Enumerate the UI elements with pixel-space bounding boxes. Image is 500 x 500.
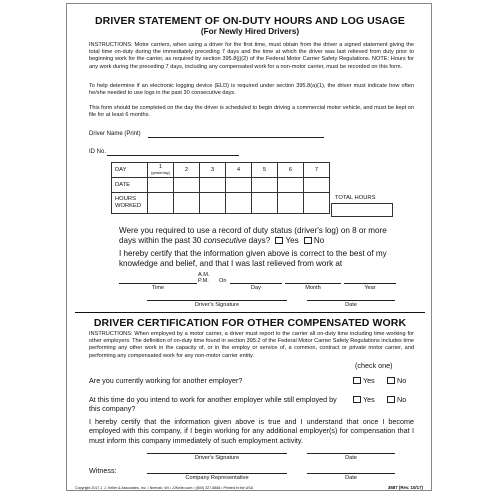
section2-certify: I hereby certify that the information given above is true and I understand that once I become employed with this company, if I begin working for any additional employer(s) for compensation that I must inform this company immediately of such employment activity. — [89, 417, 414, 445]
question-current-employer: Are you currently working for another employer? — [89, 376, 243, 385]
yesterday-label: (yesterday) — [151, 171, 170, 175]
date-cell[interactable] — [226, 178, 252, 193]
form-number: 3687 (Rev. 10/17) — [387, 485, 423, 490]
month-field[interactable] — [285, 283, 341, 284]
driver-signature2-field[interactable] — [147, 453, 287, 454]
day-cell-4: 4 — [226, 163, 252, 178]
driver-name-label: Driver Name (Print) — [89, 131, 141, 137]
q2-no: No — [387, 395, 406, 404]
q2-yes-checkbox[interactable] — [353, 396, 361, 403]
hours-table — [111, 162, 330, 214]
form-sheet — [66, 3, 432, 491]
time-caption: Time — [151, 285, 165, 291]
q1-no-checkbox[interactable] — [387, 377, 395, 384]
company-rep-field[interactable] — [147, 473, 287, 474]
q2-no-checkbox[interactable] — [387, 396, 395, 403]
id-label: ID No. — [89, 149, 107, 155]
year-caption: Year — [364, 285, 376, 291]
driver-signature-field[interactable] — [147, 300, 287, 301]
date3-field[interactable] — [307, 473, 395, 474]
day-cell-3: 3 — [200, 163, 226, 178]
signature-date-caption: Date — [345, 302, 357, 308]
date2-caption: Date — [345, 455, 357, 461]
date-cell[interactable] — [174, 178, 200, 193]
id-field[interactable] — [107, 155, 239, 156]
signature-date-field[interactable] — [307, 300, 395, 301]
hours-cell[interactable] — [200, 193, 226, 214]
log-yes-label: Yes — [285, 236, 299, 245]
driver-signature-caption: Driver's Signature — [194, 302, 240, 308]
company-rep-caption: Company Representative — [185, 475, 249, 481]
form-title: DRIVER STATEMENT OF ON-DUTY HOURS AND LOG USAGE — [95, 15, 405, 27]
question-intend-employer: At this time do you intend to work for another employer while still employed by this company? — [89, 395, 337, 414]
q1-no: No — [387, 376, 406, 385]
section-divider — [75, 312, 425, 313]
hours-cell[interactable] — [278, 193, 304, 214]
footer-copyright: Copyright 2017 J. J. Keller & Associates, Inc. • Neenah, WI • JJKeller.com • (800) 327-6868 • Printed in the USA — [75, 486, 254, 490]
hours-cell[interactable] — [252, 193, 278, 214]
day-field[interactable] — [230, 283, 282, 284]
date-cell[interactable] — [200, 178, 226, 193]
log-no-checkbox[interactable] — [304, 237, 312, 244]
pm-label: P.M. — [198, 278, 209, 284]
q2-yes: Yes — [353, 395, 375, 404]
log-yes-checkbox[interactable] — [275, 237, 283, 244]
date-cell[interactable] — [148, 178, 174, 193]
check-one-label: (check one) — [355, 361, 393, 370]
witness-label: Witness: — [89, 466, 117, 475]
day-cell-5: 5 — [252, 163, 278, 178]
am-label: A.M. — [198, 272, 210, 278]
hours-cell[interactable] — [304, 193, 330, 214]
on-label: On — [219, 278, 227, 284]
driver-signature2-caption: Driver's Signature — [194, 455, 240, 461]
log-no-label: No — [313, 236, 325, 245]
month-caption: Month — [305, 285, 321, 291]
certify1-text: I hereby certify that the information given above is correct to the best of my knowledge and belief, and that I was last relieved from work at — [119, 249, 387, 268]
hours-cell[interactable] — [148, 193, 174, 214]
day-caption: Day — [251, 285, 261, 291]
row-label-hours: HOURS WORKED — [112, 193, 148, 214]
day-cell-1: 1 (yesterday) — [148, 163, 174, 178]
log-question: Were you required to use a record of duty status (driver's log) on 8 or more days within the past 30 consecutive days? Yes No — [119, 226, 387, 245]
day-cell-2: 2 — [174, 163, 200, 178]
year-field[interactable] — [344, 283, 396, 284]
hours-cell[interactable] — [174, 193, 200, 214]
form-subtitle: (For Newly Hired Drivers) — [200, 27, 300, 36]
date-cell[interactable] — [252, 178, 278, 193]
eld-note: To help determine if an electronic logging device (ELD) is required under section 395.8(a)(1), the driver must indicate how often he/she needed to use logs in the past 30 consecutive days. — [89, 83, 414, 97]
complete-note: This form should be completed on the day the driver is scheduled to begin driving a commercial motor vehicle, and must be kept on file for at least 6 months. — [89, 105, 414, 119]
time-field[interactable] — [119, 283, 197, 284]
row-label-date: DATE — [112, 178, 148, 193]
driver-name-field[interactable] — [148, 137, 324, 138]
date2-field[interactable] — [307, 453, 395, 454]
date-cell[interactable] — [278, 178, 304, 193]
q1-yes-checkbox[interactable] — [353, 377, 361, 384]
date3-caption: Date — [345, 475, 357, 481]
date-cell[interactable] — [304, 178, 330, 193]
day-cell-7: 7 — [304, 163, 330, 178]
section2-title: DRIVER CERTIFICATION FOR OTHER COMPENSATED WORK — [93, 317, 407, 329]
row-label-day: DAY — [112, 163, 148, 178]
total-hours-label: TOTAL HOURS — [335, 195, 376, 201]
day-cell-6: 6 — [278, 163, 304, 178]
total-hours-field[interactable] — [331, 203, 393, 217]
section1-instructions: INSTRUCTIONS: Motor carriers, when using a driver for the first time, must obtain from the driver a signed statement giving the total time on-duty during the immediately preceding 7 days and the time at which the driver was last relieved from duty prior to beginning work for the carrier, as required by section 395.8(j)(2) of the Federal Motor Carrier Safety Regulations. NOTE: Hours for any work during the preceding 7 days, including any compensated work for a non-motor carrier, must be recorded on this form. — [89, 42, 414, 70]
q1-yes: Yes — [353, 376, 375, 385]
hours-cell[interactable] — [226, 193, 252, 214]
section2-instructions: INSTRUCTIONS: When employed by a motor carrier, a driver must report to the carrier all on-duty time including time working for other employers. The definition of on-duty time found in section 395.2 of the Federal Motor Carrier Safety Regulations includes time performing any other work in the capacity of, or in the employ or service of, a common, contract or private motor carrier, and performing any compensated work for any non-motor carrier entity. — [89, 331, 414, 359]
